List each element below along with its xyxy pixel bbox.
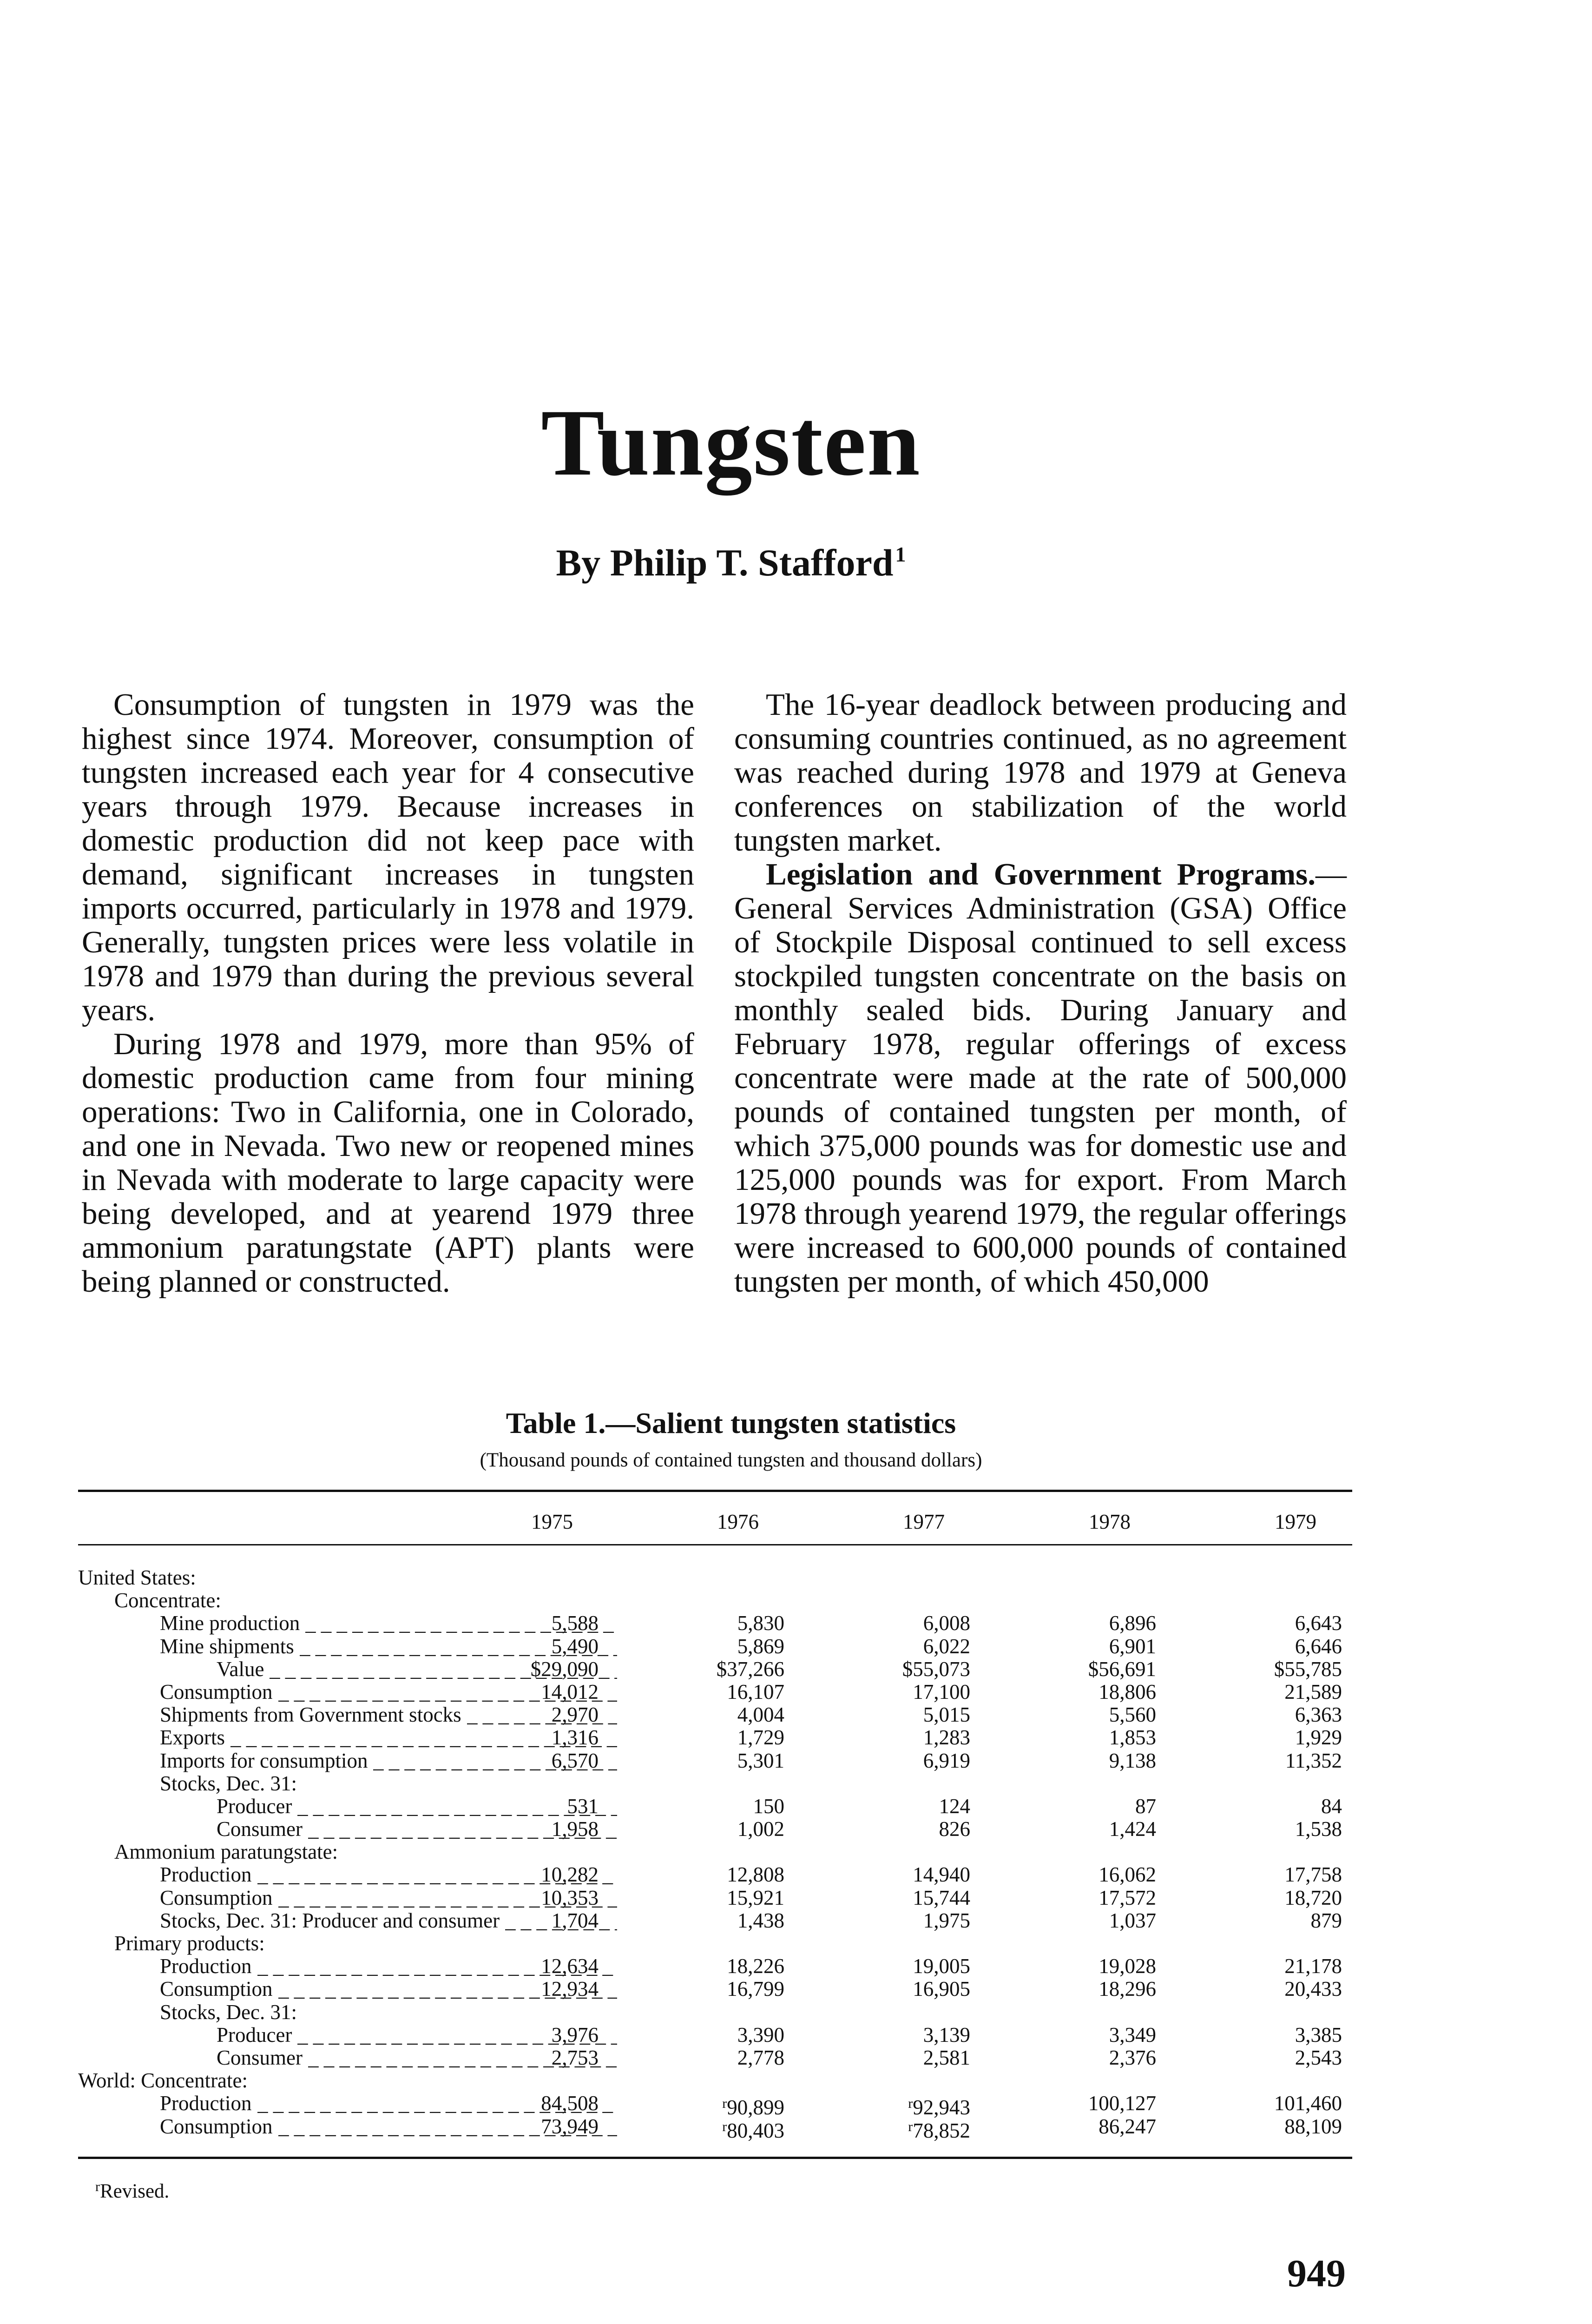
cell-number: 12,934 — [541, 1977, 599, 2001]
cell-number: 531 — [567, 1794, 599, 1818]
table-row — [78, 2114, 1352, 2142]
row-label: Value — [217, 1657, 264, 1681]
column-header-year: 1977 — [903, 1510, 945, 1533]
table-row — [78, 1750, 1352, 1772]
table-cell-value — [1026, 2047, 1156, 2069]
table-row — [78, 1703, 1352, 1726]
cell-number: 1,958 — [551, 1817, 599, 1841]
table-cell-value — [1212, 1887, 1342, 1909]
table-cell-value — [840, 1681, 970, 1703]
cell-number: 14,940 — [913, 1863, 970, 1887]
table-cell-value — [654, 2047, 784, 2069]
cell-number: 5,560 — [1109, 1703, 1156, 1727]
table-cell-value — [1212, 1703, 1342, 1726]
table-cell-value — [654, 1818, 784, 1841]
row-label: Stocks, Dec. 31: — [160, 2000, 297, 2024]
table-cell-value — [1026, 1795, 1156, 1818]
table-cell-value — [654, 1955, 784, 1978]
footnote-marker: r — [95, 2179, 100, 2194]
cell-number: $29,090 — [530, 1657, 599, 1681]
cell-number: 4,004 — [737, 1703, 784, 1727]
cell-number: 3,139 — [923, 2023, 970, 2047]
column-header-year: 1975 — [531, 1510, 573, 1533]
cell-number: 19,005 — [913, 1954, 970, 1978]
cell-number: 80,403 — [727, 2119, 784, 2142]
cell-number: 9,138 — [1109, 1749, 1156, 1772]
table-cell-value — [840, 1887, 970, 1909]
table-cell-value — [1026, 1726, 1156, 1749]
table-cell-value — [654, 1909, 784, 1932]
table-cell-value — [654, 1612, 784, 1635]
table-cell-value — [1026, 1978, 1156, 2000]
left-text-column — [82, 688, 694, 1299]
row-label: Producer — [217, 2023, 292, 2047]
table-cell-value — [1026, 1703, 1156, 1726]
table-row — [78, 1955, 1352, 1978]
cell-number: 101,460 — [1274, 2092, 1342, 2115]
cell-number: 18,226 — [727, 1954, 784, 1978]
table-cell-value — [1026, 2024, 1156, 2047]
cell-number: 17,572 — [1099, 1886, 1156, 1909]
cell-number: 1,316 — [551, 1726, 599, 1750]
row-label: Mine production — [160, 1611, 300, 1635]
right-paragraph-2 — [734, 858, 1347, 1299]
table-cell-value — [468, 1658, 599, 1681]
cell-number: 15,744 — [913, 1886, 970, 1909]
table-cell-value — [1026, 1750, 1156, 1772]
cell-number: 6,022 — [923, 1634, 970, 1658]
table-row — [78, 1566, 1352, 1589]
row-label: Mine shipments — [160, 1634, 294, 1658]
table-cell-value — [468, 1703, 599, 1726]
table-cell-value — [1212, 2115, 1342, 2138]
table-cell-value — [468, 1909, 599, 1932]
table-cell-value — [468, 1612, 599, 1635]
table-cell-value — [1212, 2092, 1342, 2115]
cell-number: 1,002 — [737, 1817, 784, 1841]
table-cell-value — [840, 1955, 970, 1978]
row-label: Shipments from Government stocks — [160, 1703, 461, 1727]
table-subtitle: (Thousand pounds of contained tungsten and thousand dollars) — [480, 1449, 982, 1471]
table-row — [78, 1589, 1352, 1612]
cell-number: 3,976 — [551, 2023, 599, 2047]
table-row — [78, 1978, 1352, 2000]
table-cell-value — [840, 1978, 970, 2000]
cell-number: 2,581 — [923, 2046, 970, 2069]
table-cell-value — [468, 2115, 599, 2138]
author-name: By Philip T. Stafford — [556, 541, 894, 584]
cell-number: 16,107 — [727, 1680, 784, 1703]
table-cell-value — [840, 1909, 970, 1932]
table-row — [78, 1772, 1352, 1795]
table-cell-value — [654, 1887, 784, 1909]
cell-number: 1,538 — [1295, 1817, 1342, 1841]
table-cell-value — [654, 1658, 784, 1681]
left-paragraph-2: During 1978 and 1979, more than 95% of domestic production came from four mining operations: Two in California, one in Colorado, and one in Nevada. Two new or reopened mines in Nevada with moderate to large capacity were being developed, and at yearend 1979 three ammonium paratungstate (APT) plants were being planned or constructed. — [82, 1027, 694, 1299]
table-cell-value — [468, 1795, 599, 1818]
table-cell-value — [840, 1863, 970, 1886]
table-cell-value — [1212, 1863, 1342, 1886]
row-label: Production — [160, 1954, 252, 1978]
cell-number: 6,008 — [923, 1611, 970, 1635]
cell-number: 5,015 — [923, 1703, 970, 1727]
row-label: Concentrate: — [114, 1589, 221, 1612]
row-label: Production — [160, 1863, 252, 1887]
table-cell-value — [1026, 1863, 1156, 1886]
cell-number: $55,785 — [1274, 1657, 1342, 1681]
table-cell-value — [654, 1795, 784, 1818]
table-cell-value — [468, 2024, 599, 2047]
author-footnote-marker: 1 — [895, 542, 906, 566]
cell-number: 16,799 — [727, 1977, 784, 2001]
cell-number: 1,037 — [1109, 1908, 1156, 1932]
revised-marker: r — [908, 2096, 913, 2112]
left-paragraph-1: Consumption of tungsten in 1979 was the highest since 1974. Moreover, consumption of tungsten increased each year for 4 consecutive years through 1979. Because increases in domestic production did not keep pace with demand, significant increases in tungsten imports occurred, particularly in 1978 and 1979. Generally, tungsten prices were less volatile in 1978 and 1979 than during the previous several years. — [82, 687, 694, 1027]
table-bottom-rule — [78, 2157, 1352, 2159]
cell-number: 6,363 — [1295, 1703, 1342, 1727]
table-cell-value — [1212, 1681, 1342, 1703]
table-row — [78, 1818, 1352, 1841]
cell-number: 2,753 — [551, 2046, 599, 2069]
cell-number: 5,301 — [737, 1749, 784, 1772]
table-cell-value — [1026, 1681, 1156, 1703]
revised-marker: r — [722, 2096, 727, 2112]
table-cell-value — [654, 2024, 784, 2047]
row-label: Consumption — [160, 2114, 273, 2138]
row-label: Imports for consumption — [160, 1749, 368, 1772]
cell-number: 1,929 — [1295, 1726, 1342, 1750]
cell-number: $37,266 — [716, 1657, 784, 1681]
table-cell-value — [468, 1955, 599, 1978]
cell-number: 6,896 — [1109, 1611, 1156, 1635]
table-row — [78, 1795, 1352, 1818]
table-cell-value — [1212, 1750, 1342, 1772]
table-cell-value — [840, 2024, 970, 2047]
row-label: Consumption — [160, 1886, 273, 1909]
table-cell-value — [840, 1795, 970, 1818]
column-header-year: 1976 — [717, 1510, 759, 1533]
table-row — [78, 2069, 1352, 2092]
row-label: Production — [160, 2092, 252, 2115]
table-row — [78, 2024, 1352, 2047]
cell-number: 87 — [1135, 1794, 1156, 1818]
cell-number: 2,543 — [1295, 2046, 1342, 2069]
row-label: Consumer — [217, 1817, 303, 1841]
row-label: Primary products: — [114, 1932, 265, 1955]
revised-marker: r — [722, 2119, 727, 2134]
table-cell-value — [654, 1750, 784, 1772]
table-cell-value — [1212, 1978, 1342, 2000]
cell-number: 150 — [753, 1794, 784, 1818]
table-top-rule — [78, 1490, 1352, 1492]
cell-number: 3,349 — [1109, 2023, 1156, 2047]
table-cell-value — [1212, 2024, 1342, 2047]
table-cell-value — [468, 1681, 599, 1703]
cell-number: 14,012 — [541, 1680, 599, 1703]
cell-number: 10,353 — [541, 1886, 599, 1909]
table-cell-value — [1026, 2115, 1156, 2138]
table-cell-value — [840, 1818, 970, 1841]
table-cell-value — [654, 2115, 784, 2142]
right-paragraph-2-body: —General Services Administration (GSA) Office of Stockpile Disposal continued to sell excess stockpiled tungsten concentrate on the basis on monthly sealed bids. During January and February 1978, regular offerings of excess concentrate were made at the rate of 500,000 pounds of contained tungsten per month, of which 375,000 pounds was for domestic use and 125,000 pounds was for export. From March 1978 through yearend 1979, the regular offerings were increased to 600,000 pounds of contained tungsten per month, of which 450,000 — [734, 857, 1347, 1299]
row-label: Consumer — [217, 2046, 303, 2069]
column-header-year: 1979 — [1275, 1510, 1316, 1533]
row-label: Consumption — [160, 1680, 273, 1703]
cell-number: 6,643 — [1295, 1611, 1342, 1635]
cell-number: 18,720 — [1284, 1886, 1342, 1909]
right-paragraph-1: The 16-year deadlock between producing and consuming countries continued, as no agreement was reached during 1978 and 1979 at Geneva conferences on stabilization of the world tungsten market. — [734, 687, 1347, 858]
cell-number: 3,390 — [737, 2023, 784, 2047]
cell-number: 84 — [1321, 1794, 1342, 1818]
row-label: Exports — [160, 1726, 225, 1750]
table-row — [78, 2047, 1352, 2069]
table-cell-value — [654, 1978, 784, 2000]
cell-number: 1,438 — [737, 1908, 784, 1932]
cell-number: 5,490 — [551, 1634, 599, 1658]
table-row — [78, 1887, 1352, 1909]
cell-number: 21,589 — [1284, 1680, 1342, 1703]
table-cell-value — [840, 1612, 970, 1635]
table-row — [78, 1658, 1352, 1681]
table-header-row — [78, 1510, 1352, 1538]
table-cell-value — [1026, 1612, 1156, 1635]
cell-number: 1,975 — [923, 1908, 970, 1932]
cell-number: 1,853 — [1109, 1726, 1156, 1750]
table-cell-value — [1026, 1658, 1156, 1681]
table-cell-value — [1212, 1909, 1342, 1932]
cell-number: $56,691 — [1088, 1657, 1156, 1681]
right-text-column — [734, 688, 1347, 1299]
table-header-rule — [78, 1544, 1352, 1545]
table-cell-value — [468, 1863, 599, 1886]
cell-number: 100,127 — [1088, 2092, 1156, 2115]
table-row — [78, 1681, 1352, 1703]
cell-number: 12,808 — [727, 1863, 784, 1887]
table-cell-value — [468, 1887, 599, 1909]
table-row — [78, 1932, 1352, 1955]
row-label: Stocks, Dec. 31: — [160, 1771, 297, 1795]
table-cell-value — [468, 2047, 599, 2069]
cell-number: 18,806 — [1099, 1680, 1156, 1703]
table-cell-value — [654, 1681, 784, 1703]
table-footnote — [95, 2180, 169, 2201]
cell-number: 3,385 — [1295, 2023, 1342, 2047]
cell-number: 5,588 — [551, 1611, 599, 1635]
cell-number: 17,758 — [1284, 1863, 1342, 1887]
article-title: Tungsten — [541, 390, 921, 495]
cell-number: 86,247 — [1099, 2114, 1156, 2138]
cell-number: 1,704 — [551, 1908, 599, 1932]
table-cell-value — [654, 1703, 784, 1726]
cell-number: 124 — [939, 1794, 970, 1818]
table-body — [78, 1566, 1352, 2142]
table-cell-value — [840, 2115, 970, 2142]
cell-number: 20,433 — [1284, 1977, 1342, 2001]
cell-number: 5,869 — [737, 1634, 784, 1658]
cell-number: 5,830 — [737, 1611, 784, 1635]
table-cell-value — [1212, 1612, 1342, 1635]
cell-number: 17,100 — [913, 1680, 970, 1703]
row-label: United States: — [78, 1566, 196, 1589]
table-row — [78, 1863, 1352, 1886]
table-cell-value — [654, 1635, 784, 1658]
cell-number: 15,921 — [727, 1886, 784, 1909]
cell-number: 826 — [939, 1817, 970, 1841]
cell-number: 10,282 — [541, 1863, 599, 1887]
cell-number: 92,943 — [913, 2096, 970, 2119]
cell-number: 84,508 — [541, 2092, 599, 2115]
table-title: Table 1.—Salient tungsten statistics — [506, 1406, 956, 1439]
table-cell-value — [1026, 1818, 1156, 1841]
table-cell-value — [1026, 1635, 1156, 1658]
table-cell-value — [1026, 1955, 1156, 1978]
table-cell-value — [468, 1750, 599, 1772]
table-cell-value — [654, 1863, 784, 1886]
table-cell-value — [840, 2047, 970, 2069]
cell-number: 19,028 — [1099, 1954, 1156, 1978]
row-label: Ammonium paratungstate: — [114, 1840, 338, 1864]
table-cell-value — [468, 1726, 599, 1749]
cell-number: 73,949 — [541, 2114, 599, 2138]
footnote-text: Revised. — [100, 2180, 170, 2202]
row-label: World: Concentrate: — [78, 2069, 248, 2093]
table-cell-value — [468, 1635, 599, 1658]
cell-number: 88,109 — [1284, 2114, 1342, 2138]
table-row — [78, 1635, 1352, 1658]
cell-number: 16,062 — [1099, 1863, 1156, 1887]
cell-number: 6,901 — [1109, 1634, 1156, 1658]
row-label: Producer — [217, 1794, 292, 1818]
table-cell-value — [1212, 1658, 1342, 1681]
article-byline — [0, 541, 1462, 584]
row-label: Stocks, Dec. 31: Producer and consumer — [160, 1908, 500, 1932]
page-number: 949 — [1287, 2252, 1346, 2295]
table-cell-value — [1212, 2047, 1342, 2069]
cell-number: 16,905 — [913, 1977, 970, 2001]
cell-number: 1,424 — [1109, 1817, 1156, 1841]
table-cell-value — [1212, 1955, 1342, 1978]
cell-number: 879 — [1310, 1908, 1342, 1932]
section-heading-legislation: Legislation and Government Programs. — [766, 857, 1316, 891]
table-cell-value — [468, 1978, 599, 2000]
table-cell-value — [1212, 1818, 1342, 1841]
cell-number: 2,376 — [1109, 2046, 1156, 2069]
table-cell-value — [840, 1726, 970, 1749]
cell-number: 18,296 — [1099, 1977, 1156, 2001]
table-cell-value — [468, 1818, 599, 1841]
table-cell-value — [1212, 1635, 1342, 1658]
table-cell-value — [1026, 2092, 1156, 2115]
table-cell-value — [1212, 1726, 1342, 1749]
table-cell-value — [1212, 1795, 1342, 1818]
row-label: Consumption — [160, 1977, 273, 2001]
table-cell-value — [840, 1635, 970, 1658]
cell-number: 90,899 — [727, 2096, 784, 2119]
table-row — [78, 2092, 1352, 2119]
cell-number: $55,073 — [902, 1657, 970, 1681]
cell-number: 21,178 — [1284, 1954, 1342, 1978]
table-cell-value — [840, 1750, 970, 1772]
table-row — [78, 1726, 1352, 1749]
table-cell-value — [840, 1658, 970, 1681]
cell-number: 78,852 — [913, 2119, 970, 2142]
cell-number: 1,729 — [737, 1726, 784, 1750]
cell-number: 1,283 — [923, 1726, 970, 1750]
cell-number: 6,570 — [551, 1749, 599, 1772]
cell-number: 2,778 — [737, 2046, 784, 2069]
table-cell-value — [840, 1703, 970, 1726]
cell-number: 11,352 — [1285, 1749, 1342, 1772]
table-cell-value — [468, 2092, 599, 2115]
table-row — [78, 1909, 1352, 1932]
revised-marker: r — [908, 2119, 913, 2134]
table-cell-value — [1026, 1887, 1156, 1909]
cell-number: 6,919 — [923, 1749, 970, 1772]
column-header-year: 1978 — [1089, 1510, 1131, 1533]
table-row — [78, 2001, 1352, 2024]
cell-number: 6,646 — [1295, 1634, 1342, 1658]
cell-number: 2,970 — [551, 1703, 599, 1727]
cell-number: 12,634 — [541, 1954, 599, 1978]
table-row — [78, 1612, 1352, 1635]
table-cell-value — [654, 1726, 784, 1749]
table-row — [78, 1841, 1352, 1863]
table-cell-value — [1026, 1909, 1156, 1932]
